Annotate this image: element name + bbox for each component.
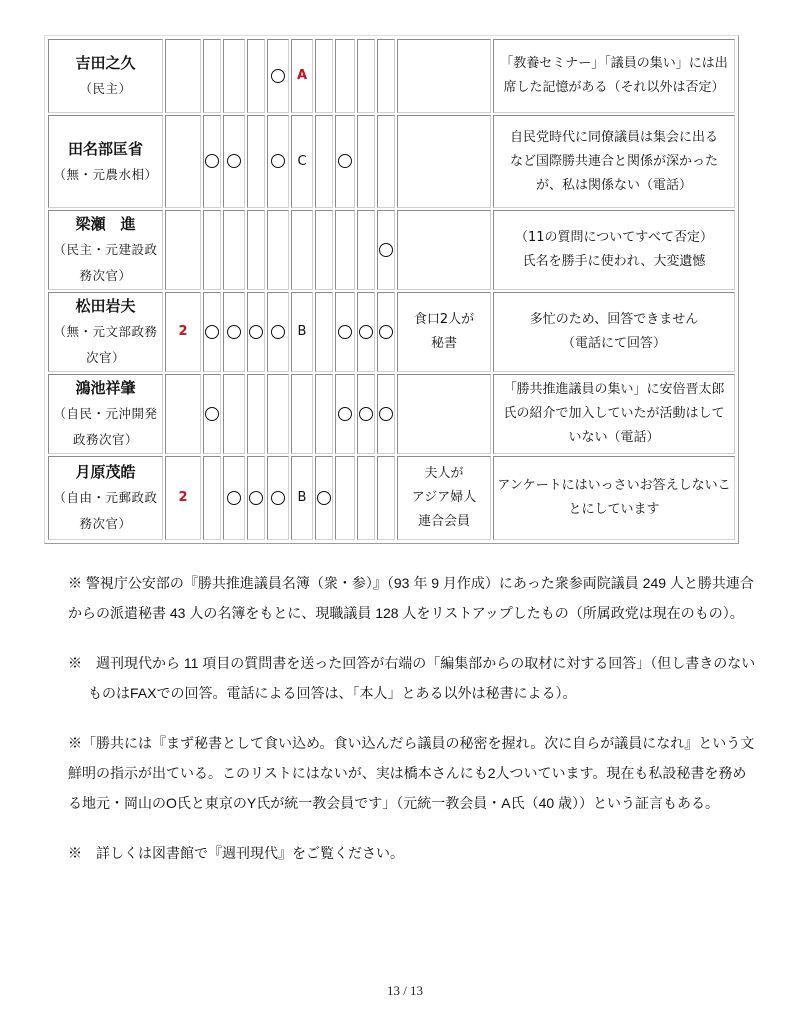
table-row [48,39,735,113]
table-row [48,292,735,372]
question-mark-cell: A [291,39,313,113]
secretary-note [397,456,491,540]
party-affiliation: （無・元文部政務 [53,324,158,339]
secretary-count [165,374,201,454]
question-mark-cell [203,210,221,290]
circle-mark-icon [249,491,263,505]
party-affiliation: 務次官） [79,516,132,531]
secretary-note [397,39,491,113]
question-mark-cell [223,292,245,372]
legislator-name: 鴻池祥肇 [75,379,136,397]
response-line: が、私は関係ない（電話） [535,177,692,193]
circle-mark-icon [379,325,393,339]
secretary-note-line: 秘書 [430,336,457,351]
question-mark-cell [223,210,245,290]
circle-mark-icon [338,154,352,168]
question-mark-cell [267,292,289,372]
response-cell [493,456,735,540]
response-line: など国際勝共連合と関係が深かった [509,153,718,169]
legislator-name: 月原茂皓 [75,463,136,481]
response-line: 席した記憶がある（それ以外は否定） [503,80,725,95]
question-mark-cell [315,115,333,208]
response-line: 「教養セミナー」「議員の集い」には出 [500,56,728,71]
party-affiliation: 務次官） [79,268,132,283]
party-affiliation: 政務次官） [72,432,138,447]
response-line: （電話にて回答） [561,336,666,351]
circle-mark-icon [359,325,373,339]
circle-mark-icon [205,325,219,339]
question-mark-cell [267,374,289,454]
legislator-table [46,37,737,542]
legislator-cell [48,115,163,208]
secretary-note [397,292,491,372]
question-mark-cell [247,292,265,372]
response-cell [493,39,735,113]
question-mark-cell [335,210,355,290]
question-mark-cell [357,210,375,290]
question-mark-cell [377,39,395,113]
question-mark-cell [335,115,355,208]
question-mark-cell [315,292,333,372]
circle-mark-icon [379,243,393,257]
question-mark-cell [357,456,375,540]
question-mark-cell: B [291,292,313,372]
question-mark-cell [377,115,395,208]
question-mark-cell [223,115,245,208]
question-mark-cell [357,39,375,113]
question-mark-cell [247,39,265,113]
response-line: 「勝共推進議員の集い」に安倍晋太郎 [503,382,725,397]
secretary-count [165,115,201,208]
response-line: いない（電話） [568,430,660,445]
note-library: ※ 詳しくは図書館で『週刊現代』をご覧ください。 [68,845,404,861]
question-mark-cell [223,39,245,113]
legislator-name: 松田岩夫 [75,297,136,315]
legislator-cell [48,39,163,113]
response-line: 自民党時代に同僚議員は集会に出る [509,129,718,145]
question-mark-cell [315,210,333,290]
question-mark-cell [267,210,289,290]
circle-mark-icon [379,407,393,421]
circle-mark-icon [227,491,241,505]
question-mark-cell [203,456,221,540]
question-mark-cell [223,374,245,454]
table-row [48,210,735,290]
circle-mark-icon [271,69,285,83]
footnotes [68,568,758,888]
question-mark-cell [335,39,355,113]
question-mark-cell [357,374,375,454]
question-mark-cell [335,374,355,454]
legislator-name: 梁瀬 進 [75,215,136,233]
circle-mark-icon [205,154,219,168]
question-mark-cell [247,456,265,540]
question-mark-cell [247,374,265,454]
question-mark-cell: C [291,115,313,208]
response-cell [493,210,735,290]
circle-mark-icon [359,407,373,421]
secretary-note [397,374,491,454]
circle-mark-icon [317,491,331,505]
circle-mark-icon [338,325,352,339]
circle-mark-icon [227,154,241,168]
party-affiliation: （自由・元郵政政 [53,490,158,505]
question-mark-cell [377,210,395,290]
note-responses: ※ 週刊現代から 11 項目の質問書を送った回答が右端の「編集部からの取材に対する回答」（但し書きのないものはFAXでの回答。電話による回答は、「本人」とある以外は秘書による）。 [68,655,756,701]
question-mark-cell [203,39,221,113]
response-cell [493,115,735,208]
question-mark-cell [203,374,221,454]
secretary-note-line: アジア婦人 [411,490,477,505]
legislator-cell [48,292,163,372]
party-affiliation: （自民・元沖開発 [53,406,158,421]
circle-mark-icon [205,407,219,421]
question-mark-cell [377,374,395,454]
circle-mark-icon [271,491,285,505]
secretary-note [397,115,491,208]
legislator-cell [48,210,163,290]
secretary-count [165,210,201,290]
response-line: 氏の紹介で加入していたが活動はして [503,406,725,421]
question-mark-cell [335,292,355,372]
circle-mark-icon [338,407,352,421]
secretary-note-line: 夫人が [424,466,464,481]
question-mark-cell: B [291,456,313,540]
question-mark-cell [315,456,333,540]
question-mark-cell [223,456,245,540]
circle-mark-icon [271,154,285,168]
legislator-cell [48,374,163,454]
page-indicator: 13 / 13 [386,983,424,998]
secretary-count: 2 [165,456,201,540]
circle-mark-icon [227,325,241,339]
secretary-count [165,39,201,113]
question-mark-cell [203,115,221,208]
circle-mark-icon [271,325,285,339]
question-mark-cell [267,456,289,540]
question-mark-cell [357,115,375,208]
response-cell [493,292,735,372]
response-line: 多忙のため、回答できません [529,312,699,327]
party-affiliation: （民主） [79,81,132,96]
response-line: 氏名を勝手に使われ、大変遺憾 [522,254,706,269]
response-line: （11の質問についてすべて否定） [514,230,714,245]
note-source: ※ 警視庁公安部の『勝共推進議員名簿（衆・参）』（93 年 9 月作成）にあった衆参両院議員 249 人と勝共連合からの派遣秘書 43 人の名簿をもとに、現職議員 128 人をリストアップしたもの（所属政党は現在のもの）。 [68,575,754,621]
question-mark-cell [247,115,265,208]
legislator-name: 吉田之久 [75,54,136,72]
question-mark-cell [315,374,333,454]
question-mark-cell [203,292,221,372]
table-body [48,39,735,540]
secretary-count: 2 [165,292,201,372]
circle-mark-icon [249,325,263,339]
question-mark-cell [291,210,313,290]
question-mark-cell [267,115,289,208]
party-affiliation: 次官） [85,350,125,365]
question-mark-cell [315,39,333,113]
question-mark-cell [291,374,313,454]
secretary-note-line: 連合会員 [417,514,470,529]
response-line: アンケートにはいっさいお答えしないこ [497,478,731,493]
secretary-note-line: 食口2人が [413,312,475,327]
party-affiliation: （無・元農水相） [53,166,158,182]
note-testimony: ※「勝共には『まず秘書として食い込め。食い込んだら議員の秘密を握れ。次に自らが議員になれ』という文鮮明の指示が出ている。このリストにはないが、実は橋本さんにも2人ついています。現在も私設秘書を務める地元・岡山のO氏と東京のY氏が統一教会員です」（元統一教会員・A氏（40 歳））という証言もある。 [68,735,755,811]
table-row [48,374,735,454]
secretary-note [397,210,491,290]
party-affiliation: （民主・元建設政 [53,242,158,257]
response-line: とにしています [568,502,660,517]
response-cell [493,374,735,454]
legislator-table-frame [44,35,739,544]
question-mark-cell [377,456,395,540]
table-row [48,456,735,540]
question-mark-cell [377,292,395,372]
legislator-name: 田名部匡省 [67,139,143,158]
question-mark-cell [335,456,355,540]
question-mark-cell [357,292,375,372]
legislator-cell [48,456,163,540]
question-mark-cell [267,39,289,113]
question-mark-cell [247,210,265,290]
table-row [48,115,735,208]
